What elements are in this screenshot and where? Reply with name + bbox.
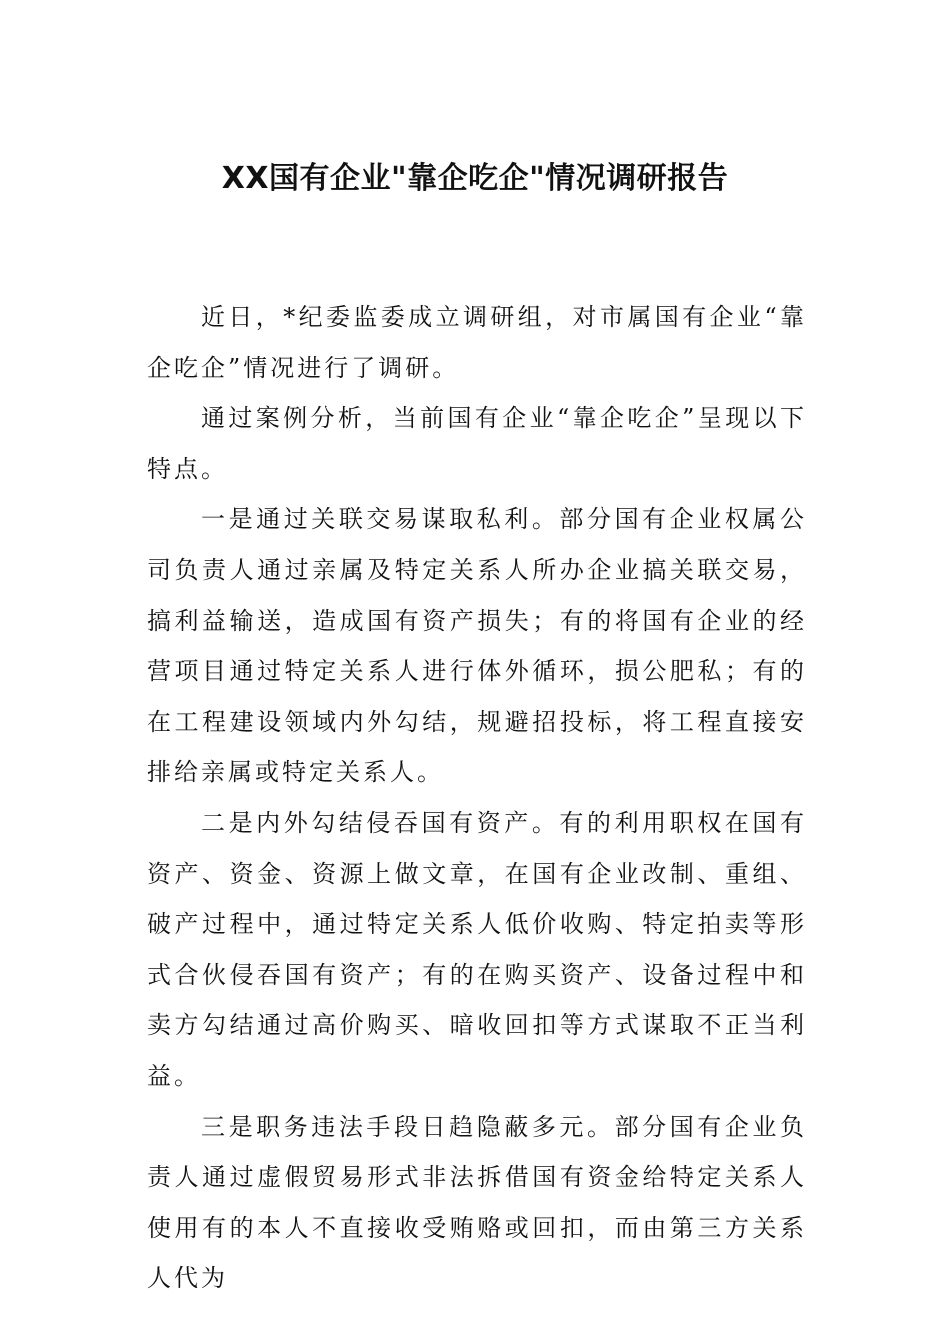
paragraph-intro: 近日，*纪委监委成立调研组，对市属国有企业“靠企吃企”情况进行了调研。 [147,303,807,382]
paragraph-point-two: 二是内外勾结侵吞国有资产。有的利用职权在国有资产、资金、资源上做文章，在国有企业改制、重组、破产过程中，通过特定关系人低价收购、特定拍卖等形式合伙侵吞国有资产；有的在购买资产、设备过程中和卖方勾结通过高价购买、暗收回扣等方式谋取不正当利益。 [147,808,807,1090]
paragraph-summary: 通过案例分析，当前国有企业“靠企吃企”呈现以下特点。 [147,404,807,483]
document-title: XX国有企业"靠企吃企"情况调研报告 [221,161,729,196]
document-body [147,292,807,1304]
paragraph-point-three: 三是职务违法手段日趋隐蔽多元。部分国有企业负责人通过虚假贸易形式非法拆借国有资金给特定关系人使用有的本人不直接收受贿赂或回扣，而由第三方关系人代为 [147,1112,807,1293]
paragraph-point-one: 一是通过关联交易谋取私利。部分国有企业权属公司负责人通过亲属及特定关系人所办企业搞关联交易，搞利益输送，造成国有资产损失；有的将国有企业的经营项目通过特定关系人进行体外循环，损公肥私；有的在工程建设领域内外勾结，规避招投标，将工程直接安排给亲属或特定关系人。 [147,505,807,787]
